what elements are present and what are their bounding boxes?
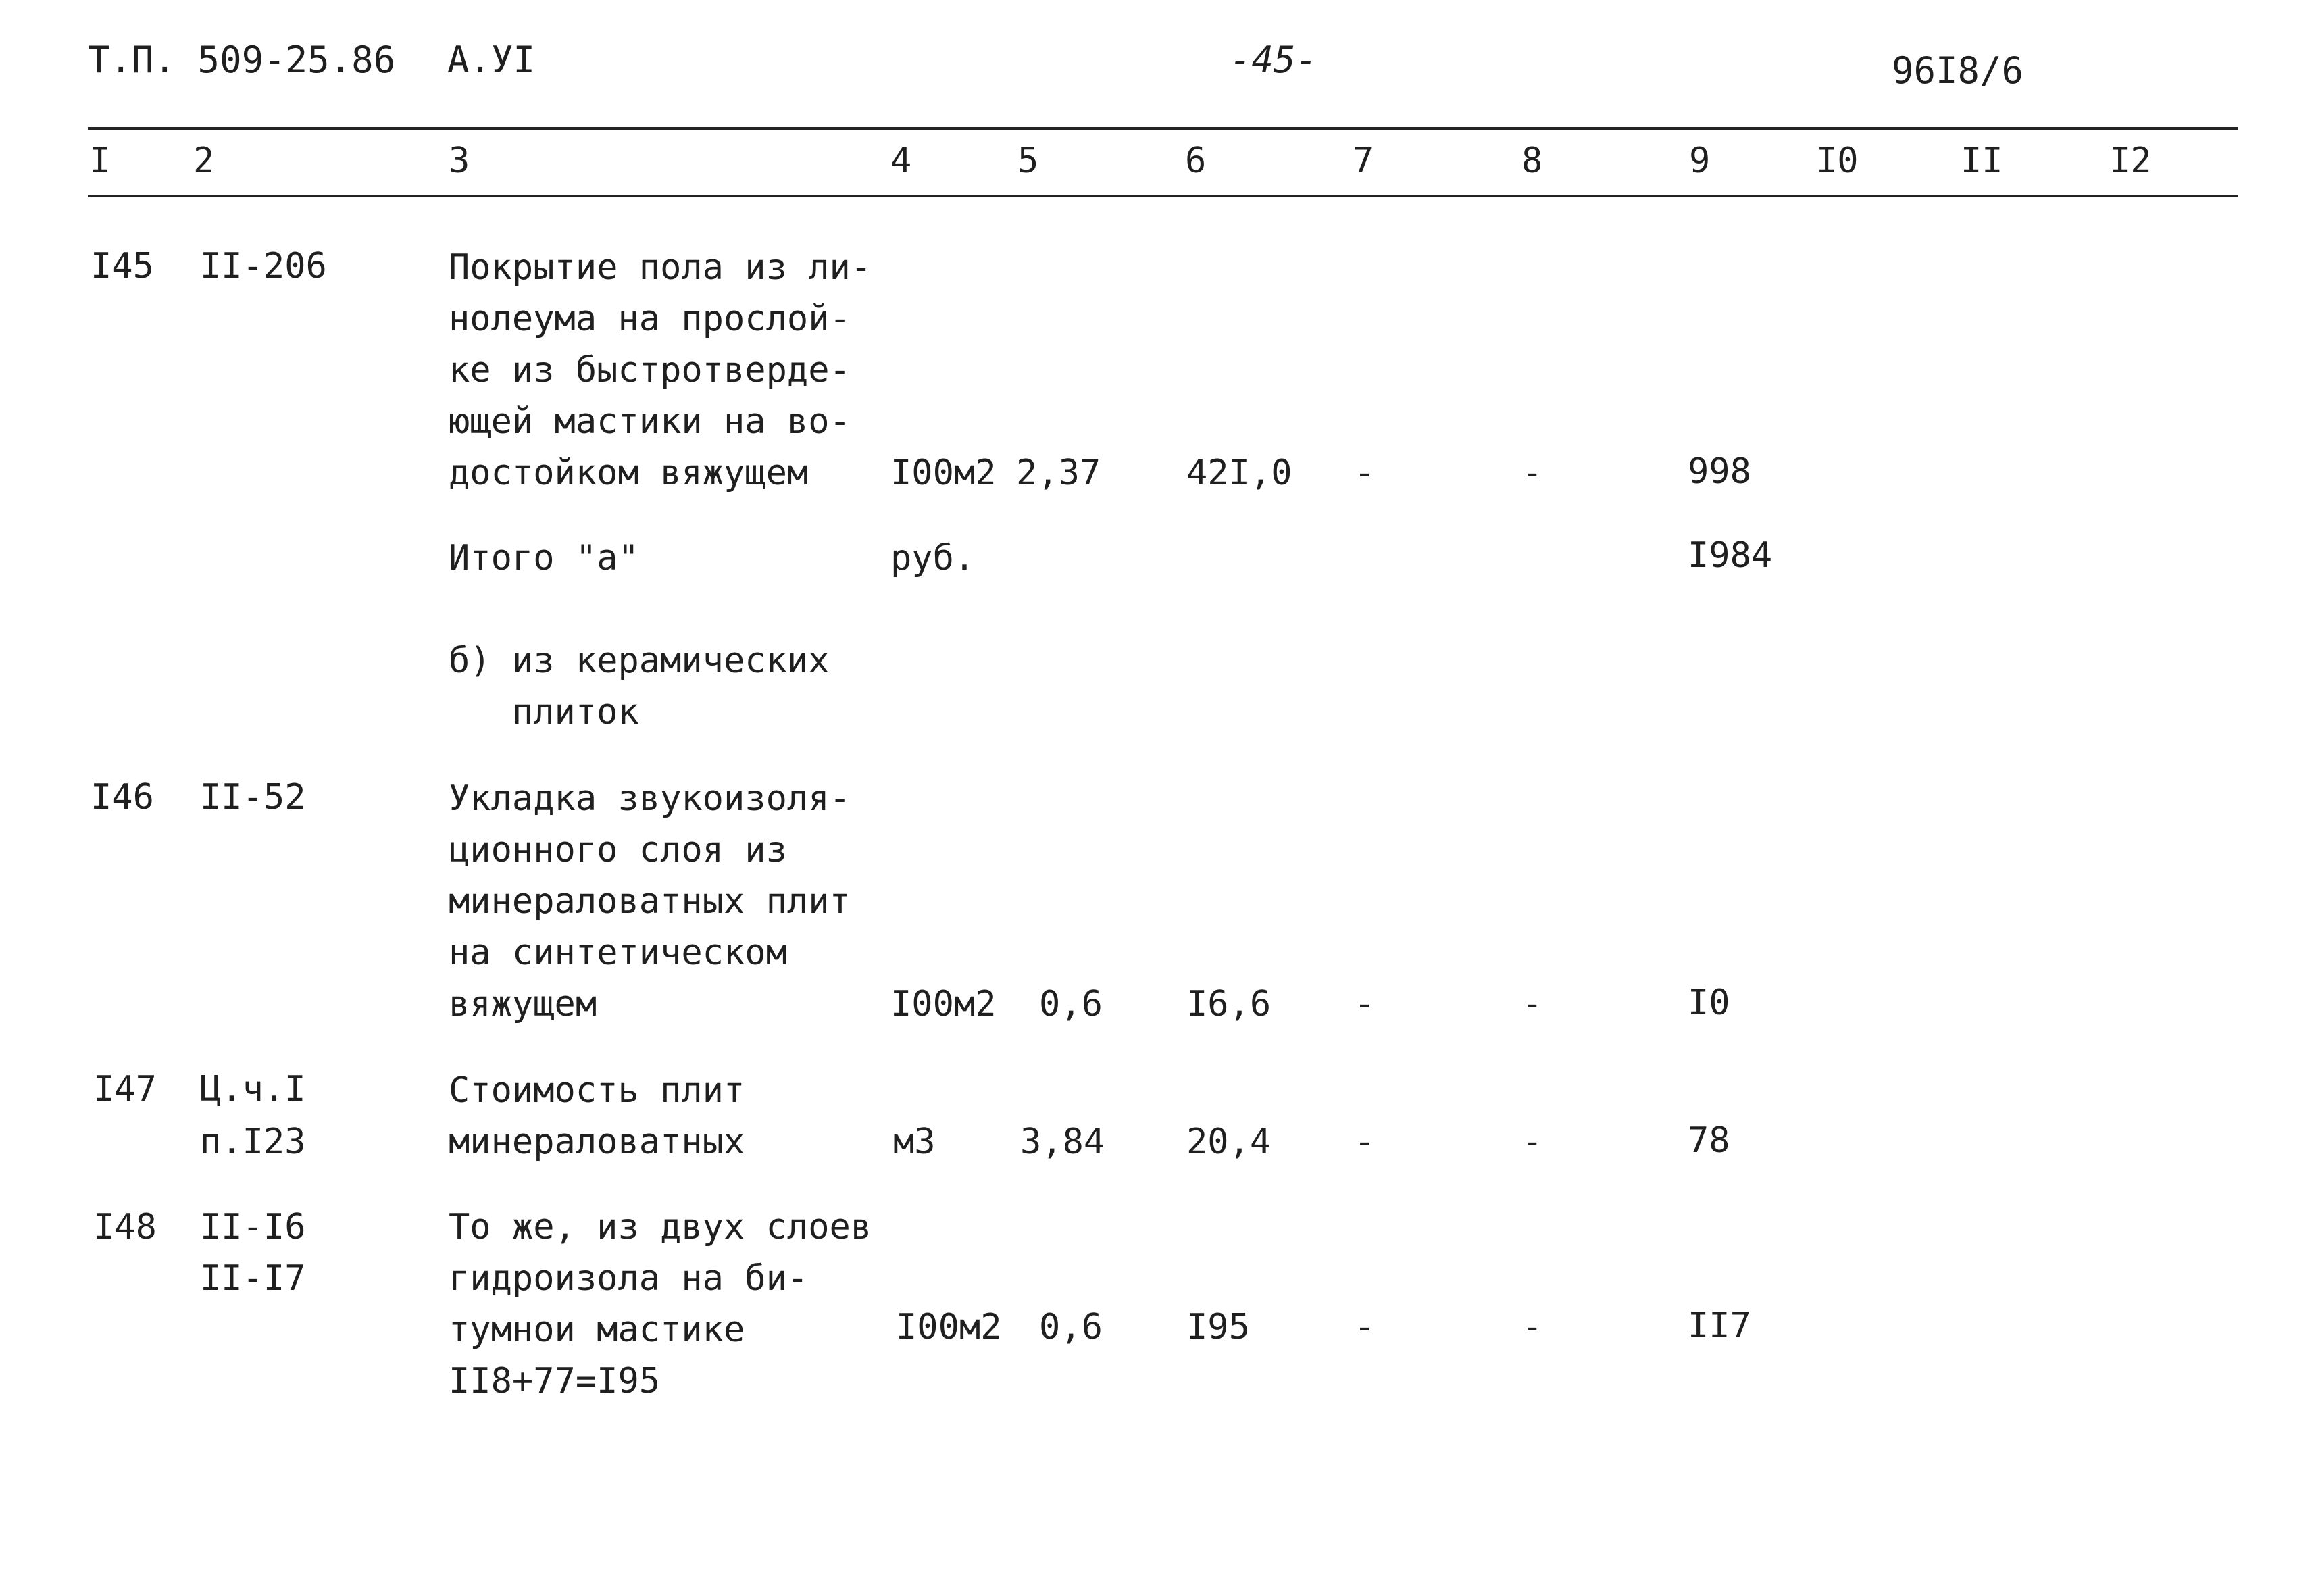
row-number: I45 bbox=[91, 246, 154, 286]
column-header-12: I2 bbox=[2109, 141, 2152, 181]
rate-code: Ц.ч.I bbox=[200, 1069, 306, 1109]
unit-price: 42I,0 bbox=[1186, 453, 1292, 493]
column-header-11: II bbox=[1961, 141, 2003, 181]
document-code: Т.П. 509-25.86 bbox=[88, 39, 396, 81]
work-description-line: Укладка звукоизоля- bbox=[449, 778, 851, 819]
work-description-line: на синтетическом bbox=[449, 932, 787, 973]
column-8-value: - bbox=[1521, 453, 1543, 493]
unit-price: I95 bbox=[1186, 1307, 1250, 1347]
work-description-line: вяжущем bbox=[449, 984, 597, 1024]
column-7-value: - bbox=[1354, 984, 1376, 1024]
work-description-line: Стоимость плит bbox=[449, 1070, 745, 1111]
section-heading-line: плиток bbox=[449, 692, 639, 732]
column-7-value: - bbox=[1354, 1307, 1376, 1347]
work-description-line: Покрытие пола из ли- bbox=[449, 247, 872, 288]
unit-of-measure: I00м2 bbox=[890, 984, 997, 1024]
unit-of-measure: м3 bbox=[893, 1122, 936, 1162]
column-7-value: - bbox=[1354, 453, 1376, 493]
unit-of-measure: I00м2 bbox=[896, 1307, 1002, 1347]
subtotal-unit: руб. bbox=[890, 538, 976, 578]
rate-code: II-52 bbox=[200, 777, 306, 818]
column-header-7: 7 bbox=[1353, 141, 1374, 181]
work-description-line: достойком вяжущем bbox=[449, 453, 809, 493]
table-header-bottom-rule bbox=[88, 195, 2238, 197]
column-header-5: 5 bbox=[1017, 141, 1039, 181]
total-cost: II7 bbox=[1688, 1305, 1751, 1346]
column-header-4: 4 bbox=[890, 141, 912, 181]
unit-of-measure: I00м2 bbox=[890, 453, 997, 493]
subtotal-value: I984 bbox=[1688, 535, 1773, 576]
work-description-line: То же, из двух слоев bbox=[449, 1207, 872, 1247]
column-8-value: - bbox=[1521, 1122, 1543, 1162]
row-number: I47 bbox=[93, 1069, 157, 1109]
work-description-line: тумнои мастике bbox=[449, 1310, 745, 1350]
column-header-3: 3 bbox=[449, 141, 470, 181]
rate-code: II-I7 bbox=[200, 1258, 306, 1299]
total-cost: 998 bbox=[1688, 451, 1751, 492]
rate-code: II-I6 bbox=[200, 1207, 306, 1247]
album-label: А.УI bbox=[447, 39, 536, 81]
column-8-value: - bbox=[1521, 984, 1543, 1024]
column-header-6: 6 bbox=[1185, 141, 1207, 181]
work-description-line: ционного слоя из bbox=[449, 830, 787, 870]
work-description-line: II8+77=I95 bbox=[449, 1361, 661, 1401]
row-number: I48 bbox=[93, 1207, 157, 1247]
quantity: 0,6 bbox=[1039, 984, 1103, 1024]
quantity: 2,37 bbox=[1016, 453, 1101, 493]
work-description-line: минераловатных плит bbox=[449, 881, 851, 922]
work-description-line: нолеума на прослой- bbox=[449, 299, 851, 339]
total-cost: 78 bbox=[1688, 1120, 1730, 1161]
quantity: 0,6 bbox=[1039, 1307, 1103, 1347]
sheet-code: 96I8/6 bbox=[1892, 49, 2024, 92]
rate-code: II-206 bbox=[200, 246, 327, 286]
work-description-line: минераловатных bbox=[449, 1122, 745, 1162]
column-header-2: 2 bbox=[193, 141, 215, 181]
column-header-8: 8 bbox=[1521, 141, 1543, 181]
column-8-value: - bbox=[1521, 1307, 1543, 1347]
table-top-rule bbox=[88, 127, 2238, 130]
work-description-line: ке из быстротверде- bbox=[449, 350, 851, 391]
rate-code: п.I23 bbox=[200, 1122, 306, 1162]
work-description-line: гидроизола на би- bbox=[449, 1258, 809, 1299]
section-heading-line: б) из керамических bbox=[449, 641, 830, 681]
column-header-1: I bbox=[89, 141, 111, 181]
row-number: I46 bbox=[91, 777, 154, 818]
unit-price: 20,4 bbox=[1186, 1122, 1272, 1162]
unit-price: I6,6 bbox=[1186, 984, 1272, 1024]
total-cost: I0 bbox=[1688, 982, 1730, 1023]
column-7-value: - bbox=[1354, 1122, 1376, 1162]
quantity: 3,84 bbox=[1020, 1122, 1105, 1162]
subtotal-label: Итого "а" bbox=[449, 538, 639, 578]
page-number: -45- bbox=[1230, 39, 1318, 81]
work-description-line: ющей мастики на во- bbox=[449, 401, 851, 442]
column-header-9: 9 bbox=[1689, 141, 1711, 181]
column-header-10: I0 bbox=[1816, 141, 1859, 181]
